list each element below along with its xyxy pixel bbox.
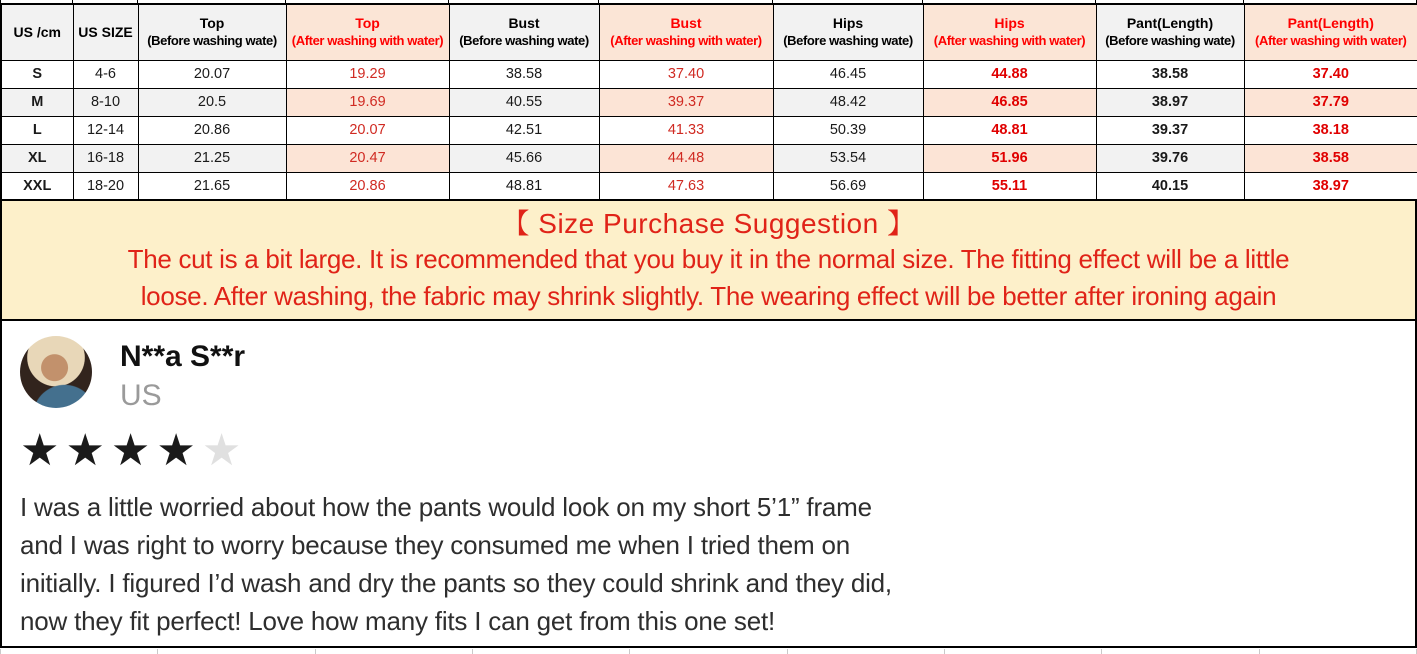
review-header [20,336,1397,416]
col-sublabel: (After washing with water) [924,32,1096,50]
col-label: Pant(Length) [1288,15,1374,31]
col-header-bust-after [599,4,773,60]
size-cell-top-before: 20.86 [138,116,286,144]
size-cell-hips-after: 55.11 [923,172,1096,200]
col-header-us-cm [1,4,73,60]
size-cell-top-after: 20.07 [286,116,449,144]
col-label: Bust [670,15,701,31]
size-cell-bust-after: 41.33 [599,116,773,144]
size-cell-pant-after: 37.79 [1244,88,1417,116]
size-cell-top-after: 20.47 [286,144,449,172]
col-header-bust-before [449,4,599,60]
suggestion-title: 【 Size Purchase Suggestion 】 [2,206,1415,241]
col-sublabel: (After washing with water) [287,32,449,50]
divider [137,0,285,3]
col-sublabel: (Before washing wate) [139,32,286,50]
divider [0,0,72,3]
divider [598,0,772,3]
star-icon[interactable]: ★ [202,426,247,475]
size-cell-hips-before: 50.39 [773,116,923,144]
col-label: Top [355,15,380,31]
col-sublabel: (Before washing wate) [450,32,599,50]
col-header-pant-before [1096,4,1244,60]
star-icon[interactable]: ★ [65,426,110,475]
col-label: US SIZE [78,24,132,40]
review-text [20,488,1397,640]
size-cell-pant-before: 40.15 [1096,172,1244,200]
cropped-row-above [0,0,1417,3]
size-cell-bust-before: 42.51 [449,116,599,144]
size-cell-us-size: 12-14 [73,116,138,144]
star-rating [20,428,1397,474]
divider [772,0,922,3]
size-table-body [1,60,1417,200]
size-cell-size: L [1,116,73,144]
size-cell-hips-after: 51.96 [923,144,1096,172]
size-cell-top-after: 19.29 [286,60,449,88]
col-label: Hips [994,15,1024,31]
reviewer-avatar[interactable] [20,336,92,408]
star-icon[interactable]: ★ [111,426,156,475]
size-cell-bust-after: 47.63 [599,172,773,200]
size-cell-bust-after: 39.37 [599,88,773,116]
reviewer-country: US [120,376,245,416]
size-table-row [1,116,1417,144]
size-cell-hips-after: 48.81 [923,116,1096,144]
size-cell-size: S [1,60,73,88]
col-header-hips-before [773,4,923,60]
divider [922,0,1095,3]
suggestion-line: loose. After washing, the fabric may shrink slightly. The wearing effect will be better after ironing again [2,278,1415,315]
col-sublabel: (After washing with water) [1245,32,1417,50]
col-sublabel: (Before washing wate) [1097,32,1244,50]
col-header-top-before [138,4,286,60]
size-cell-pant-before: 38.58 [1096,60,1244,88]
size-cell-hips-after: 46.85 [923,88,1096,116]
size-cell-top-after: 19.69 [286,88,449,116]
size-suggestion-banner [0,201,1417,321]
size-cell-us-size: 18-20 [73,172,138,200]
size-cell-top-before: 21.65 [138,172,286,200]
star-icon[interactable]: ★ [156,426,201,475]
size-cell-bust-before: 45.66 [449,144,599,172]
divider [285,0,448,3]
col-label: Hips [833,15,863,31]
col-label: Pant(Length) [1127,15,1213,31]
reviewer-meta [120,336,245,416]
size-cell-hips-before: 56.69 [773,172,923,200]
size-cell-bust-before: 38.58 [449,60,599,88]
review-card [0,321,1417,648]
size-cell-size: M [1,88,73,116]
size-cell-pant-after: 37.40 [1244,60,1417,88]
col-sublabel: (Before washing wate) [774,32,923,50]
col-header-hips-after [923,4,1096,60]
review-text-line: I was a little worried about how the pants would look on my short 5’1” frame [20,488,1397,526]
size-cell-bust-before: 40.55 [449,88,599,116]
size-cell-hips-before: 53.54 [773,144,923,172]
size-cell-us-size: 4-6 [73,60,138,88]
size-table-row [1,60,1417,88]
suggestion-line: The cut is a bit large. It is recommended that you buy it in the normal size. The fitting effect will be a little [2,241,1415,278]
divider [1095,0,1243,3]
reviewer-name: N**a S**r [120,338,245,376]
size-table-row [1,172,1417,200]
divider [1243,0,1417,3]
col-sublabel: (After washing with water) [600,32,773,50]
size-cell-top-before: 20.07 [138,60,286,88]
size-cell-top-after: 20.86 [286,172,449,200]
col-header-us-size [73,4,138,60]
size-cell-pant-before: 39.37 [1096,116,1244,144]
size-cell-bust-before: 48.81 [449,172,599,200]
size-table-row [1,88,1417,116]
col-header-top-after [286,4,449,60]
size-cell-hips-after: 44.88 [923,60,1096,88]
size-cell-hips-before: 48.42 [773,88,923,116]
review-text-line: initially. I figured I’d wash and dry the pants so they could shrink and they did, [20,564,1397,602]
col-label: Top [200,15,225,31]
col-header-pant-after [1244,4,1417,60]
size-cell-size: XL [1,144,73,172]
divider [448,0,598,3]
review-text-line: and I was right to worry because they consumed me when I tried them on [20,526,1397,564]
review-text-line: now they fit perfect! Love how many fits I can get from this one set! [20,602,1397,640]
size-cell-hips-before: 46.45 [773,60,923,88]
col-label: Bust [508,15,539,31]
size-chart-table [0,3,1417,201]
size-cell-bust-after: 37.40 [599,60,773,88]
size-chart-header-row [1,4,1417,60]
size-cell-us-size: 16-18 [73,144,138,172]
cropped-row-below [0,648,1417,654]
star-icon[interactable]: ★ [20,426,65,475]
size-cell-top-before: 21.25 [138,144,286,172]
size-cell-pant-after: 38.97 [1244,172,1417,200]
size-cell-bust-after: 44.48 [599,144,773,172]
size-cell-top-before: 20.5 [138,88,286,116]
size-table-row [1,144,1417,172]
divider [72,0,137,3]
size-cell-pant-before: 39.76 [1096,144,1244,172]
size-cell-pant-after: 38.58 [1244,144,1417,172]
size-cell-us-size: 8-10 [73,88,138,116]
col-label: US /cm [14,24,61,40]
size-cell-size: XXL [1,172,73,200]
size-cell-pant-before: 38.97 [1096,88,1244,116]
size-cell-pant-after: 38.18 [1244,116,1417,144]
